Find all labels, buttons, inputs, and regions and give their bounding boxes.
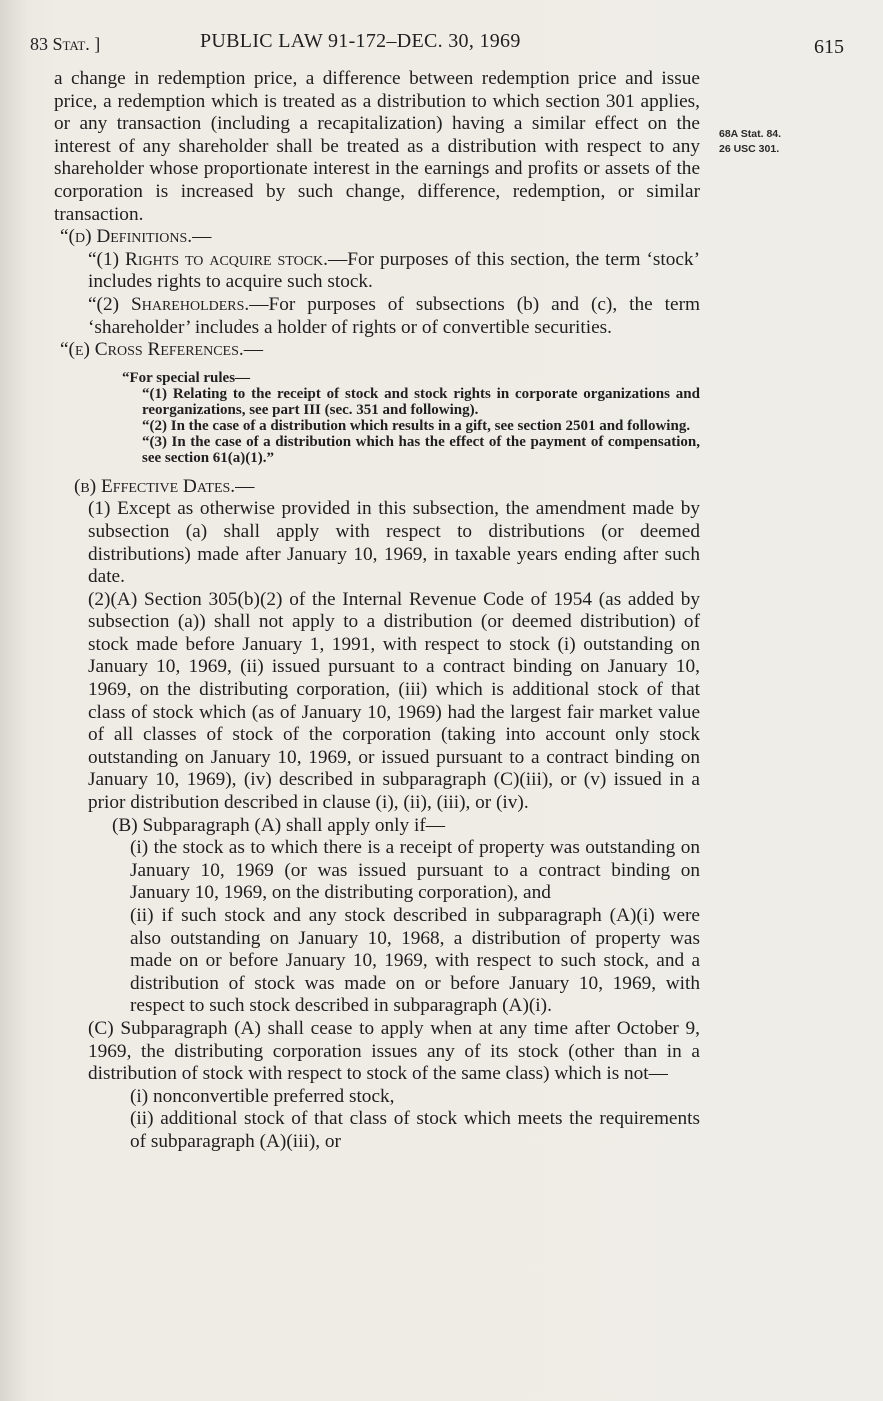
paragraph-d2-label: “(2) Shareholders.—	[88, 293, 269, 315]
page-number: 615	[814, 36, 844, 58]
clause-b2b-ii: (ii) if such stock and any stock described in subparagraph (A)(i) were also outstanding on January 10, 1968, a distribution of property was made on or before January 10, 1969, with respect to such stock, and a distribution of stock was made on or before January 10, 1969, with respect to such stock described in subparagraph (A)(i).	[130, 905, 700, 1017]
paragraph-d2-text: For purposes of subsections (b) and (c), the term ‘shareholder’ includes a holder of rights or of convertible securities.	[88, 293, 700, 338]
special-rule-2: “(2) In the case of a distribution which results in a gift, see section 2501 and following.	[142, 417, 691, 434]
paragraph-d1-text: For purposes of this section, the term ‘stock’ includes rights to acquire such stock.	[88, 248, 700, 293]
special-rules-heading: “For special rules—	[122, 369, 251, 386]
paragraph-b2b: (B) Subparagraph (A) shall apply only if—	[112, 814, 446, 836]
clause-b2b-i: (i) the stock as to which there is a receipt of property was outstanding on January 10, 1969 (or was issued pursuant to a contract binding on January 10, 1969, on the distributing corporation), and	[130, 837, 700, 904]
paragraph-continuation: a change in redemption price, a difference between redemption price and issue price, a redemption which is treated as a distribution to which section 301 applies, or any transaction (including a recapitalization) having a similar effect on the interest of any shareholder shall be treated as a distribution with respect to any shareholder whose proportionate interest in the earnings and profits or assets of the corporation is increased by such change, difference, redemption, or similar transaction.	[54, 68, 700, 225]
body-text	[54, 68, 700, 1154]
special-rule-1: “(1) Relating to the receipt of stock and stock rights in corporate organizations and reorganizations, see part III (sec. 351 and following).	[142, 385, 700, 418]
subsection-b-heading: (b) Effective Dates.—	[74, 475, 255, 497]
paragraph-d1-label: “(1) Rights to acquire stock.—	[88, 248, 348, 270]
paragraph-b2a: (2)(A) Section 305(b)(2) of the Internal Revenue Code of 1954 (as added by subsection (a)) shall not apply to a distribution (or deemed distribution) of stock made before January 1, 1991, with respect to stock (i) outstanding on January 10, 1969, (ii) issued pursuant to a contract binding on January 10, 1969, on the distributing corporation, (iii) which is additional stock of that class of stock which (as of January 10, 1969) had the largest fair market value of all classes of stock of the corporation (taking into account only stock outstanding on January 10, 1969, or issued pursuant to a contract binding on January 10, 1969), (iv) described in subparagraph (C)(iii), or (v) issued in a prior distribution described in clause (i), (ii), (iii), or (iv).	[88, 588, 700, 814]
subsection-d-heading: “(d) Definitions.—	[60, 226, 212, 248]
margin-citation	[719, 127, 829, 157]
clause-b2c-i: (i) nonconvertible preferred stock,	[130, 1085, 395, 1107]
paragraph-b1: (1) Except as otherwise provided in this subsection, the amendment made by subsection (a) shall apply with respect to distributions (or deemed distributions) made after January 10, 1969, in taxable years ending after such date.	[88, 498, 700, 588]
statute-volume-reference: 83 Stat. ]	[30, 34, 101, 54]
margin-citation-usc: 26 USC 301.	[719, 143, 780, 155]
paragraph-b2c: (C) Subparagraph (A) shall cease to apply when at any time after October 9, 1969, the distributing corporation issues any of its stock (other than in a distribution of stock with respect to stock of the same class) which is not—	[88, 1017, 700, 1085]
paragraph-d1	[54, 249, 700, 294]
special-rule-3: “(3) In the case of a distribution which has the effect of the payment of compensation, see section 61(a)(1).”	[142, 433, 700, 466]
running-header: PUBLIC LAW 91-172–DEC. 30, 1969	[200, 30, 521, 52]
paragraph-d2	[54, 294, 700, 339]
subsection-e-heading: “(e) Cross References.—	[60, 339, 264, 361]
clause-b2c-ii: (ii) additional stock of that class of stock which meets the requirements of subparagraph (A)(iii), or	[130, 1108, 700, 1152]
margin-citation-stat: 68A Stat. 84.	[719, 128, 782, 140]
